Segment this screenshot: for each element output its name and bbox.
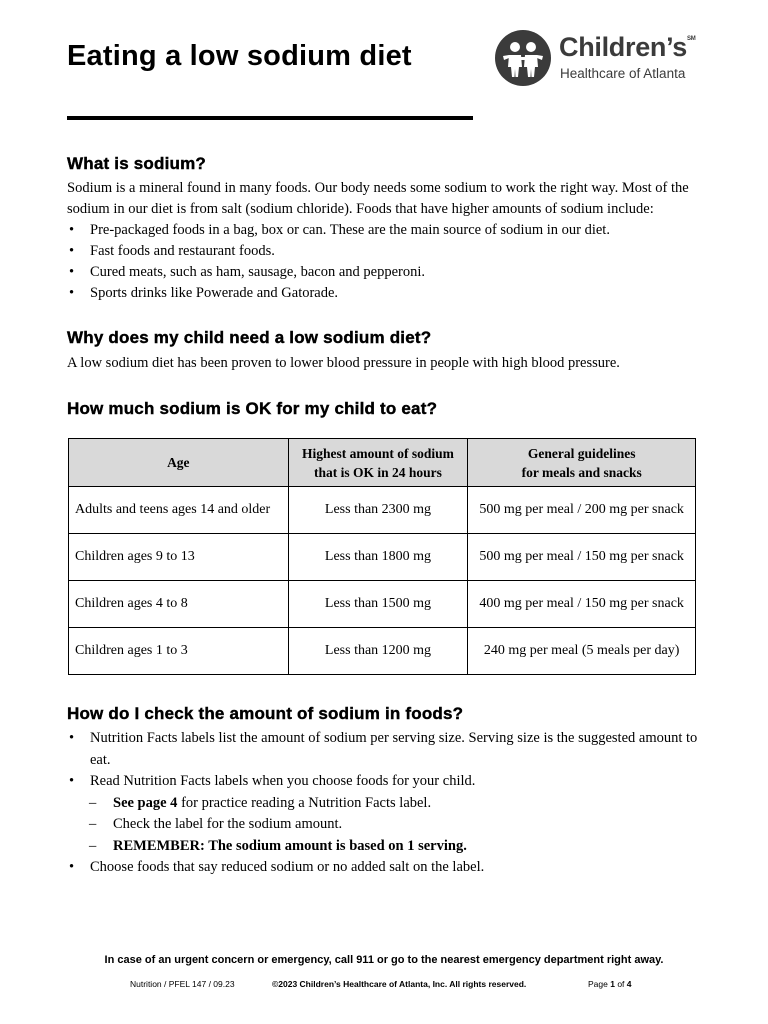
column-header-guidelines: General guidelines for meals and snacks bbox=[468, 439, 696, 487]
cell-guideline: 240 mg per meal (5 meals per day) bbox=[468, 628, 696, 675]
cell-age: Children ages 4 to 8 bbox=[69, 581, 289, 628]
page-number: Page 1 of 4 bbox=[588, 979, 632, 989]
list-item: • Pre-packaged foods in a bag, box or can. These are the main source of sodium in our diet. bbox=[67, 220, 707, 241]
list-item: • Fast foods and restaurant foods. bbox=[67, 241, 707, 262]
cell-age: Adults and teens ages 14 and older bbox=[69, 487, 289, 534]
table-row bbox=[69, 581, 696, 628]
copyright: ©2023 Children’s Healthcare of Atlanta, Inc. All rights reserved. bbox=[272, 979, 527, 989]
cell-highest: Less than 1200 mg bbox=[288, 628, 468, 675]
section-heading: What is sodium? bbox=[67, 154, 206, 173]
column-header-highest: Highest amount of sodium that is OK in 24 hours bbox=[288, 439, 468, 487]
table-row bbox=[69, 534, 696, 581]
cell-age: Children ages 9 to 13 bbox=[69, 534, 289, 581]
sodium-intro: Sodium is a mineral found in many foods. Our body needs some sodium to work the right way. Most of the sodium in our diet is from salt (sodium chloride). Foods that have higher amounts of sodium include: bbox=[67, 180, 689, 217]
column-header-age: Age bbox=[69, 439, 289, 487]
list-item: • Nutrition Facts labels list the amount of sodium per serving size. Serving size is the suggested amount to eat. bbox=[67, 728, 707, 771]
check-sodium-section bbox=[67, 704, 707, 879]
document-code: Nutrition / PFEL 147 / 09.23 bbox=[130, 979, 235, 989]
logo-subtitle: Healthcare of Atlanta bbox=[560, 66, 686, 81]
list-item: • Read Nutrition Facts labels when you choose foods for your child. – See page 4 for practice reading a Nutrition Facts label. – Check the label for the sodium amount. – REMEMBER: The sodium amount is based on 1 serving. bbox=[67, 771, 707, 857]
what-is-sodium-section bbox=[67, 154, 707, 304]
why-text: A low sodium diet has been proven to lower blood pressure in people with high blood pressure. bbox=[67, 355, 620, 371]
table-row bbox=[69, 487, 696, 534]
table-header-row bbox=[69, 439, 696, 487]
table-row bbox=[69, 628, 696, 675]
sub-list-item: – Check the label for the sodium amount. bbox=[67, 814, 707, 836]
why-low-sodium-section bbox=[67, 328, 707, 374]
section-heading: How much sodium is OK for my child to eat? bbox=[67, 399, 438, 418]
label-tips-list bbox=[67, 793, 707, 858]
cell-guideline: 400 mg per meal / 150 mg per snack bbox=[468, 581, 696, 628]
page-title: Eating a low sodium diet bbox=[67, 40, 412, 72]
childrens-healthcare-logo bbox=[495, 30, 725, 90]
children-figures-icon bbox=[495, 30, 551, 86]
list-item: • Sports drinks like Powerade and Gatorade. bbox=[67, 283, 707, 304]
cell-age: Children ages 1 to 3 bbox=[69, 628, 289, 675]
sub-list-item: – REMEMBER: The sodium amount is based on 1 serving. bbox=[67, 836, 707, 858]
cell-guideline: 500 mg per meal / 150 mg per snack bbox=[468, 534, 696, 581]
sodium-limits-table bbox=[68, 438, 696, 675]
logo-wordmark: Children’s℠ bbox=[559, 32, 696, 62]
cell-highest: Less than 1500 mg bbox=[288, 581, 468, 628]
cell-highest: Less than 2300 mg bbox=[288, 487, 468, 534]
emergency-notice: In case of an urgent concern or emergency, call 911 or go to the nearest emergency department right away. bbox=[104, 954, 664, 966]
section-heading: Why does my child need a low sodium diet? bbox=[67, 328, 432, 347]
title-underline bbox=[67, 116, 473, 120]
list-item: • Cured meats, such as ham, sausage, bacon and pepperoni. bbox=[67, 262, 707, 283]
cell-guideline: 500 mg per meal / 200 mg per snack bbox=[468, 487, 696, 534]
sub-list-item: – See page 4 for practice reading a Nutrition Facts label. bbox=[67, 793, 707, 815]
list-item: • Choose foods that say reduced sodium or no added salt on the label. bbox=[67, 857, 707, 879]
cell-highest: Less than 1800 mg bbox=[288, 534, 468, 581]
section-heading: How do I check the amount of sodium in foods? bbox=[67, 704, 464, 723]
how-much-sodium-section bbox=[67, 399, 707, 419]
service-mark: SM bbox=[687, 36, 696, 42]
high-sodium-foods-list bbox=[67, 220, 707, 304]
check-sodium-list bbox=[67, 728, 707, 879]
